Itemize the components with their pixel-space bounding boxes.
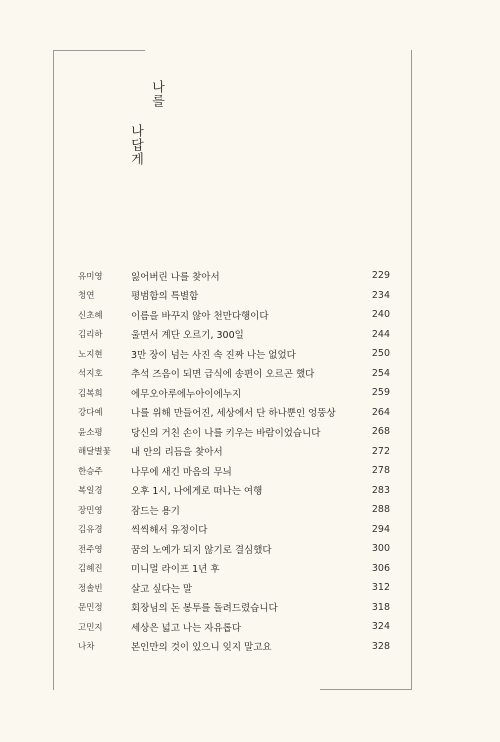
- toc-page: 278: [371, 465, 390, 477]
- toc-page: 259: [371, 387, 390, 399]
- toc-page: 328: [371, 640, 390, 652]
- toc-author: 김유경: [78, 525, 103, 536]
- toc-author: 복일경: [78, 486, 103, 497]
- toc-title: 미니멀 라이프 1년 후: [131, 564, 220, 576]
- toc-title: 당신의 거친 손이 나를 키우는 바람이었습니다: [131, 427, 321, 439]
- toc-page: 264: [371, 406, 390, 418]
- toc-author: 나차: [78, 642, 95, 653]
- toc-author: 한승주: [78, 466, 103, 477]
- frame-right-line: [411, 50, 412, 690]
- toc-title: 꿈의 노예가 되지 않기로 결심했다: [131, 544, 272, 556]
- toc-author: 문민정: [78, 603, 103, 614]
- toc-entry[interactable]: [78, 559, 390, 579]
- toc-title: 내 안의 리듬을 찾아서: [131, 447, 223, 459]
- frame-bottom-line: [320, 689, 412, 690]
- toc-entry[interactable]: [78, 344, 390, 364]
- table-of-contents: [78, 266, 390, 656]
- toc-author: 윤소평: [78, 427, 103, 438]
- toc-page: 268: [371, 426, 390, 438]
- toc-author: 김리하: [78, 330, 103, 341]
- toc-entry[interactable]: [78, 364, 390, 384]
- toc-entry[interactable]: [78, 637, 390, 657]
- toc-author: 청연: [78, 291, 95, 302]
- toc-page: 244: [371, 328, 390, 340]
- toc-page: 294: [371, 523, 390, 535]
- toc-entry[interactable]: [78, 520, 390, 540]
- toc-page: 240: [371, 309, 390, 321]
- toc-entry[interactable]: [78, 500, 390, 520]
- toc-author: 신초혜: [78, 310, 103, 321]
- toc-title: 살고 싶다는 말: [131, 583, 193, 595]
- book-title-line-1: 나를: [149, 80, 164, 108]
- toc-page: 229: [371, 270, 390, 282]
- toc-title: 본인만의 것이 있으니 잊지 말고요: [131, 642, 272, 654]
- toc-page: 318: [371, 601, 390, 613]
- toc-author: 김복희: [78, 388, 103, 399]
- toc-page: 283: [371, 484, 390, 496]
- toc-author: 전주영: [78, 544, 103, 555]
- toc-page: 250: [371, 348, 390, 360]
- toc-entry[interactable]: [78, 325, 390, 345]
- toc-title: 울면서 계단 오르기, 300일: [131, 330, 244, 342]
- toc-entry[interactable]: [78, 442, 390, 462]
- toc-author: 해달별꽃: [78, 447, 111, 458]
- toc-entry[interactable]: [78, 617, 390, 637]
- toc-author: 고민지: [78, 622, 103, 633]
- toc-title: 세상은 넓고 나는 자유롭다: [131, 622, 242, 634]
- toc-title: 평범함의 특별함: [131, 291, 199, 303]
- toc-entry[interactable]: [78, 578, 390, 598]
- toc-title: 추석 즈음이 되면 급식에 송편이 오르곤 했다: [131, 369, 315, 381]
- toc-entry[interactable]: [78, 286, 390, 306]
- toc-title: 오후 1시, 나에게로 떠나는 여행: [131, 486, 263, 498]
- frame-top-line: [53, 50, 145, 51]
- toc-title: 잠드는 용기: [131, 505, 180, 517]
- toc-title: 씩씩해서 유정이다: [131, 525, 208, 537]
- toc-entry[interactable]: [78, 481, 390, 501]
- toc-page: 288: [371, 504, 390, 516]
- toc-page: 324: [371, 621, 390, 633]
- toc-entry[interactable]: [78, 403, 390, 423]
- toc-title: 나무에 새긴 마음의 무늬: [131, 466, 232, 478]
- toc-title: 에무오아루에누아이에누지: [131, 388, 242, 400]
- toc-entry[interactable]: [78, 598, 390, 618]
- toc-entry[interactable]: [78, 305, 390, 325]
- toc-page: 254: [371, 367, 390, 379]
- toc-author: 정솔빈: [78, 583, 103, 594]
- toc-title: 3만 장이 넘는 사진 속 진짜 나는 없었다: [131, 349, 296, 361]
- toc-entry[interactable]: [78, 539, 390, 559]
- toc-author: 김혜진: [78, 564, 103, 575]
- toc-author: 유미영: [78, 271, 103, 282]
- toc-author: 노지현: [78, 349, 103, 360]
- frame-left-line: [53, 50, 54, 690]
- toc-page: 300: [371, 543, 390, 555]
- toc-page: 306: [371, 562, 390, 574]
- toc-entry[interactable]: [78, 422, 390, 442]
- toc-page: 272: [371, 445, 390, 457]
- toc-page: 234: [371, 289, 390, 301]
- toc-title: 나를 위해 만들어진, 세상에서 단 하나뿐인 엉뚱상: [131, 408, 336, 420]
- toc-page: 312: [371, 582, 390, 594]
- toc-entry[interactable]: [78, 266, 390, 286]
- book-title-line-2: 나답게: [128, 124, 143, 166]
- toc-entry[interactable]: [78, 383, 390, 403]
- toc-author: 강다예: [78, 408, 103, 419]
- toc-entry[interactable]: [78, 461, 390, 481]
- toc-author: 석지호: [78, 369, 103, 380]
- toc-title: 회장님의 돈 봉투를 돌려드렸습니다: [131, 603, 278, 615]
- toc-title: 잃어버린 나를 찾아서: [131, 271, 220, 283]
- toc-author: 장민영: [78, 505, 103, 516]
- toc-title: 이름을 바꾸지 않아 천만다행이다: [131, 310, 269, 322]
